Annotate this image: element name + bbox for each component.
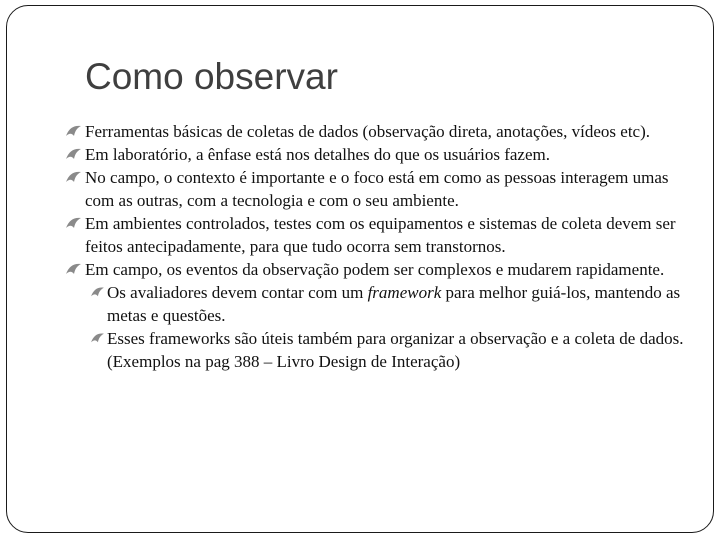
page-flip-bullet-icon <box>65 170 82 184</box>
bullet-item <box>23 143 691 166</box>
sub-bullet-text-start: Os avaliadores devem contar com um <box>107 283 368 302</box>
bullet-text: Ferramentas básicas de coletas de dados (observação direta, anotações, vídeos etc). <box>85 122 651 141</box>
sub-bullet-item <box>85 281 691 327</box>
page-flip-bullet-icon <box>65 124 82 138</box>
sub-bullet-item <box>85 327 691 373</box>
page-flip-bullet-icon <box>90 332 105 344</box>
page-flip-bullet-icon <box>90 286 105 298</box>
sub-bullet-text: Esses frameworks são úteis também para organizar a observação e a coleta de dados. (Exemplos na pag 388 – Livro Design de Interação) <box>107 329 684 371</box>
page-flip-bullet-icon <box>65 216 82 230</box>
page-flip-bullet-icon <box>65 262 82 276</box>
bullet-item <box>23 212 691 258</box>
bullet-item <box>23 166 691 212</box>
sub-bullet-text-end: para melhor guiá-los, mantendo as metas e questões. <box>107 283 681 325</box>
page-flip-bullet-icon <box>65 147 82 161</box>
bullet-item <box>23 258 691 373</box>
bullet-text: No campo, o contexto é importante e o foco está em como as pessoas interagem umas com as outras, com a tecnologia e com o seu ambiente. <box>85 168 669 210</box>
bullet-list <box>23 120 691 373</box>
bullet-text: Em laboratório, a ênfase está nos detalhes do que os usuários fazem. <box>85 145 550 164</box>
bullet-text: Em ambientes controlados, testes com os equipamentos e sistemas de coleta devem ser feitos antecipadamente, para que tudo ocorra sem transtornos. <box>85 214 676 256</box>
sub-bullet-list <box>85 281 691 373</box>
slide <box>6 5 714 533</box>
sub-bullet-emphasis: framework <box>367 283 442 302</box>
bullet-text: Em campo, os eventos da observação podem ser complexos e mudarem rapidamente. <box>85 260 665 279</box>
slide-title: Como observar <box>85 56 338 97</box>
bullet-item <box>23 120 691 143</box>
